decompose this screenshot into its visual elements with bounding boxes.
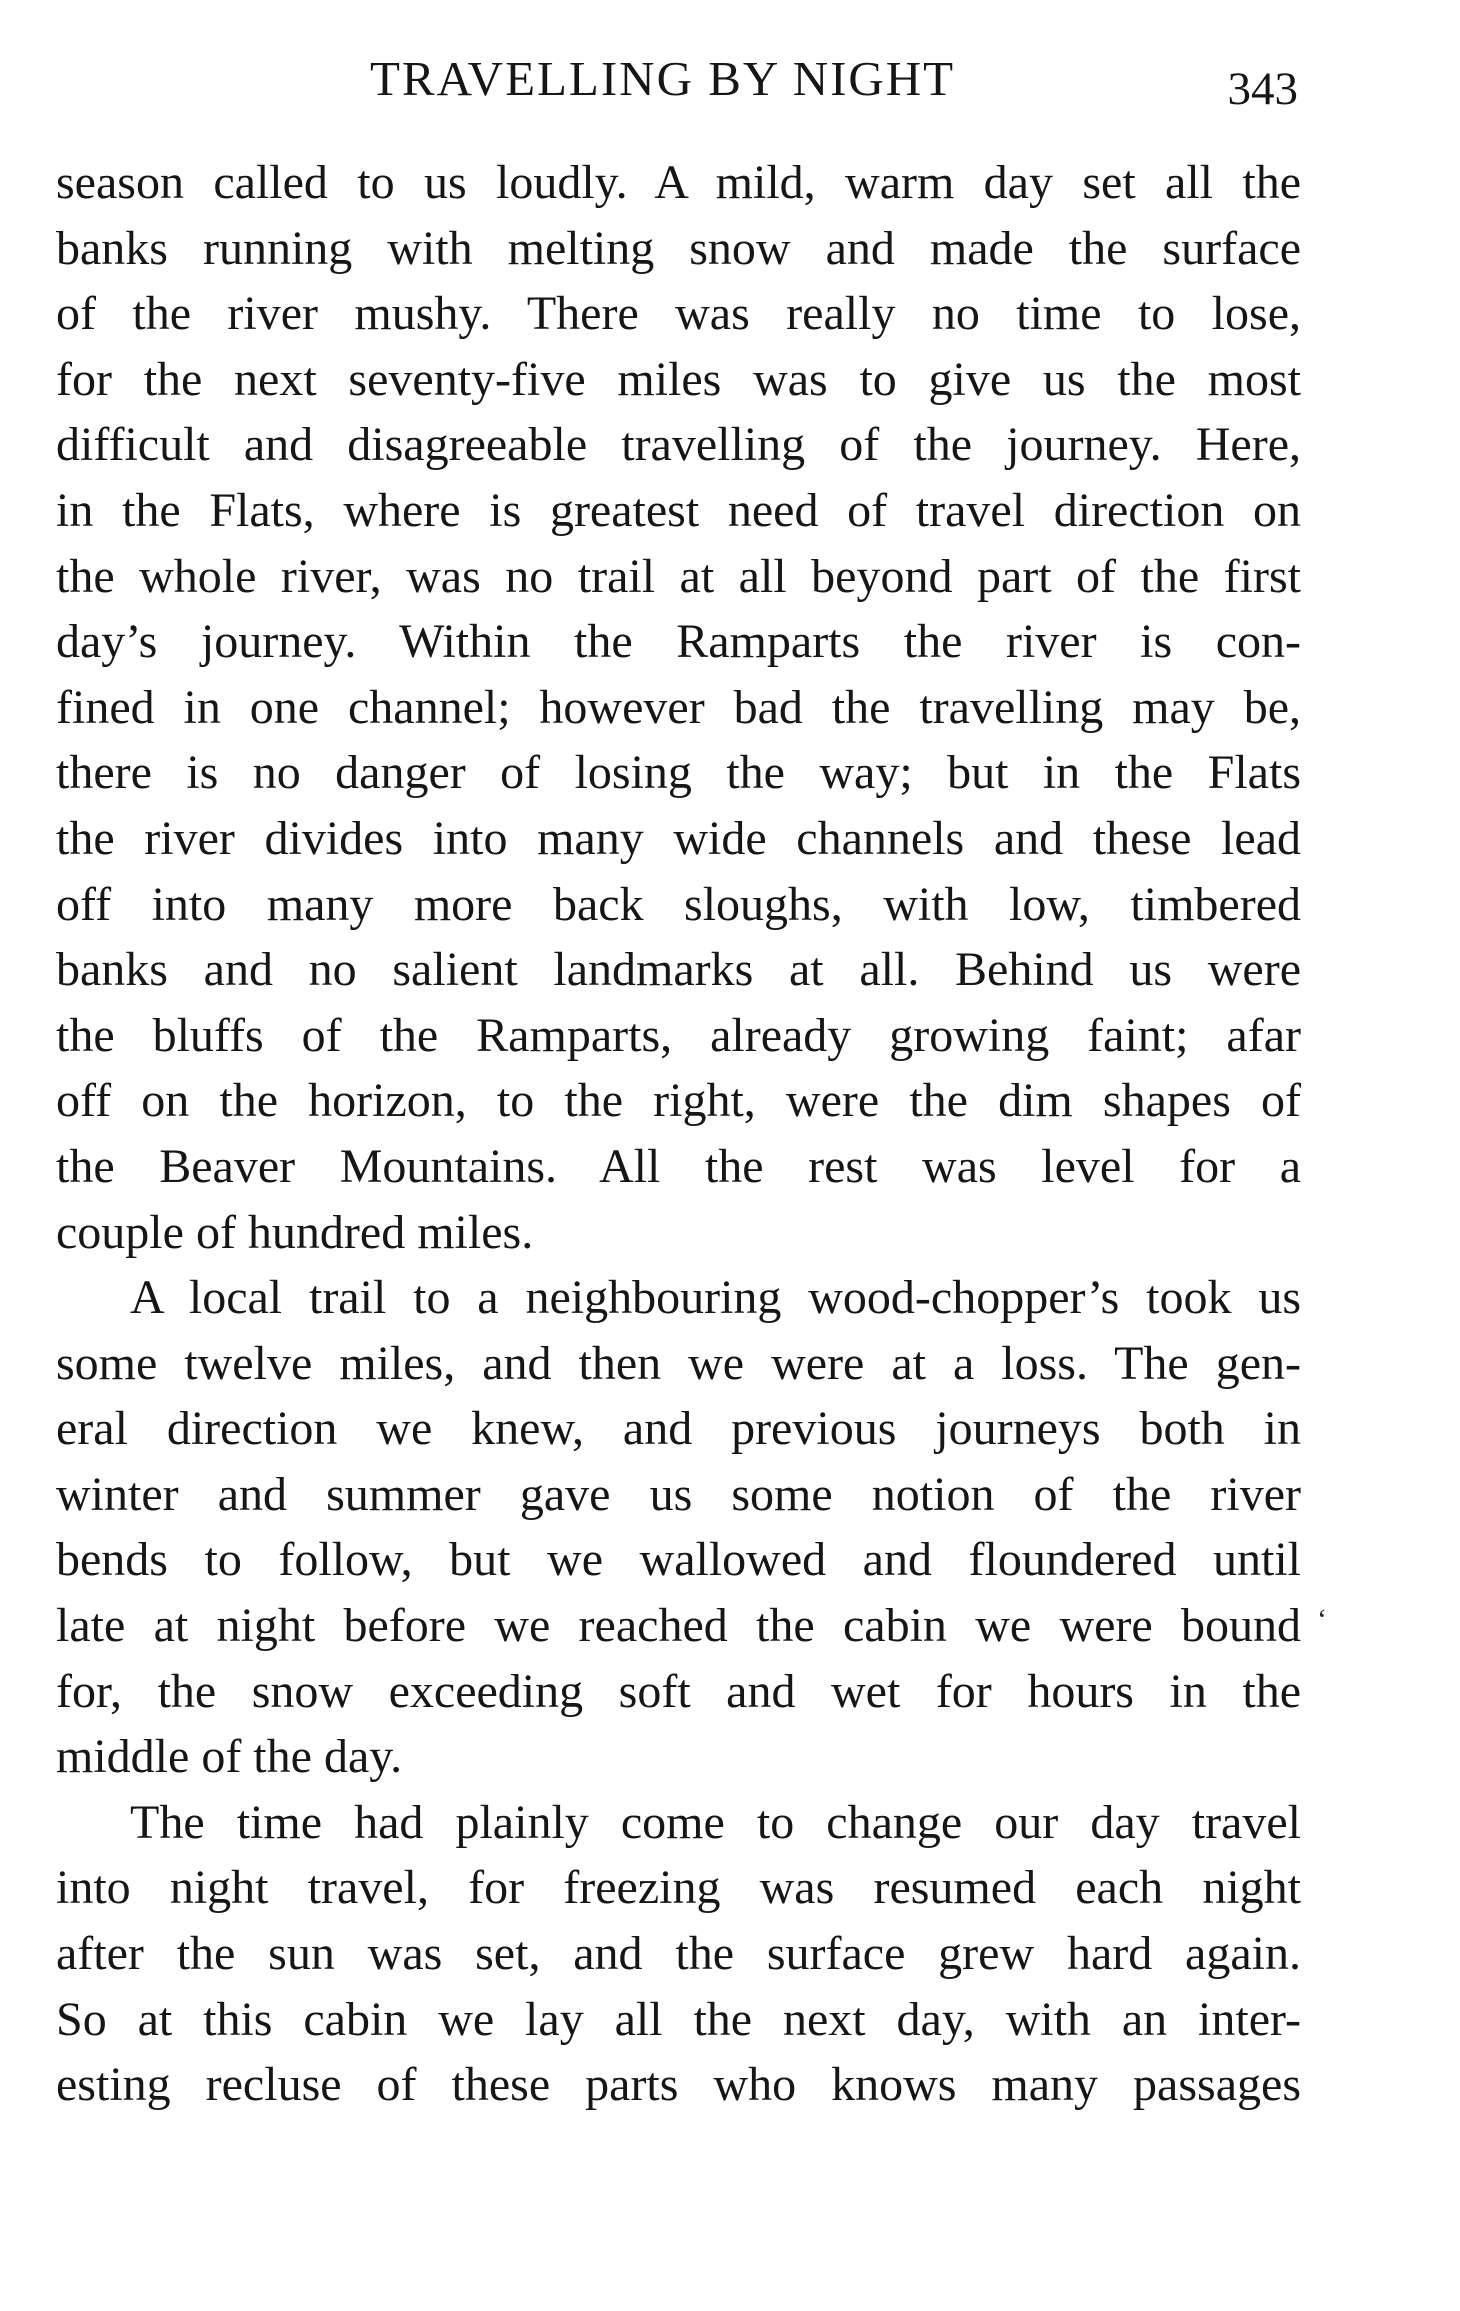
text-line: for the next seventy-five miles was to give us the most (56, 352, 1301, 406)
text-line: the bluffs of the Ramparts, already growing faint; afar (56, 1008, 1301, 1062)
running-head (58, 44, 1298, 114)
text-line: there is no danger of losing the way; but in the Flats (56, 746, 1301, 800)
text-line: esting recluse of these parts who knows many passages (56, 2058, 1301, 2112)
paragraph-end-line: couple of hundred miles. (56, 1205, 534, 1259)
text-line: the Beaver Mountains. All the rest was level for a (56, 1139, 1301, 1193)
margin-mark: ‘ (1317, 1603, 1327, 1636)
text-line: banks running with melting snow and made the surface (56, 221, 1301, 275)
running-title: TRAVELLING BY NIGHT (370, 51, 956, 106)
paragraph-end-line: middle of the day. (56, 1730, 403, 1784)
text-line: difficult and disagreeable travelling of the journey. Here, (56, 418, 1301, 472)
text-line: off on the horizon, to the right, were the dim shapes of (56, 1074, 1301, 1128)
text-line: So at this cabin we lay all the next day, with an inter- (56, 1992, 1301, 2046)
text-line: fined in one channel; however bad the travelling may be, (56, 680, 1301, 734)
body-text (56, 150, 1301, 2118)
text-line: for, the snow exceeding soft and wet for hours in the (56, 1664, 1301, 1718)
text-line: bends to follow, but we wallowed and floundered until (56, 1533, 1301, 1587)
text-line: winter and summer gave us some notion of the river (56, 1467, 1301, 1521)
text-line: banks and no salient landmarks at all. Behind us were (56, 943, 1301, 997)
text-line: after the sun was set, and the surface grew hard again. (56, 1927, 1301, 1981)
text-line: of the river mushy. There was really no time to lose, (56, 287, 1301, 341)
text-line: the whole river, was no trail at all beyond part of the first (56, 549, 1301, 603)
text-line: off into many more back sloughs, with low, timbered (56, 877, 1301, 931)
text-line: eral direction we knew, and previous journeys both in (56, 1402, 1301, 1456)
paragraph-start-line: A local trail to a neighbouring wood-chopper’s took us (130, 1271, 1301, 1325)
text-line: day’s journey. Within the Ramparts the river is con- (56, 615, 1301, 669)
paragraph-start-line: The time had plainly come to change our day travel (130, 1795, 1301, 1849)
text-line: some twelve miles, and then we were at a loss. The gen- (56, 1336, 1301, 1390)
text-line: the river divides into many wide channels and these lead (56, 811, 1301, 865)
text-line: season called to us loudly. A mild, warm day set all the (56, 156, 1301, 209)
page-number: 343 (1227, 63, 1298, 115)
text-line: late at night before we reached the cabin we were bound (56, 1599, 1301, 1653)
text-line: in the Flats, where is greatest need of travel direction on (56, 483, 1301, 537)
text-line: into night travel, for freezing was resumed each night (56, 1861, 1301, 1915)
